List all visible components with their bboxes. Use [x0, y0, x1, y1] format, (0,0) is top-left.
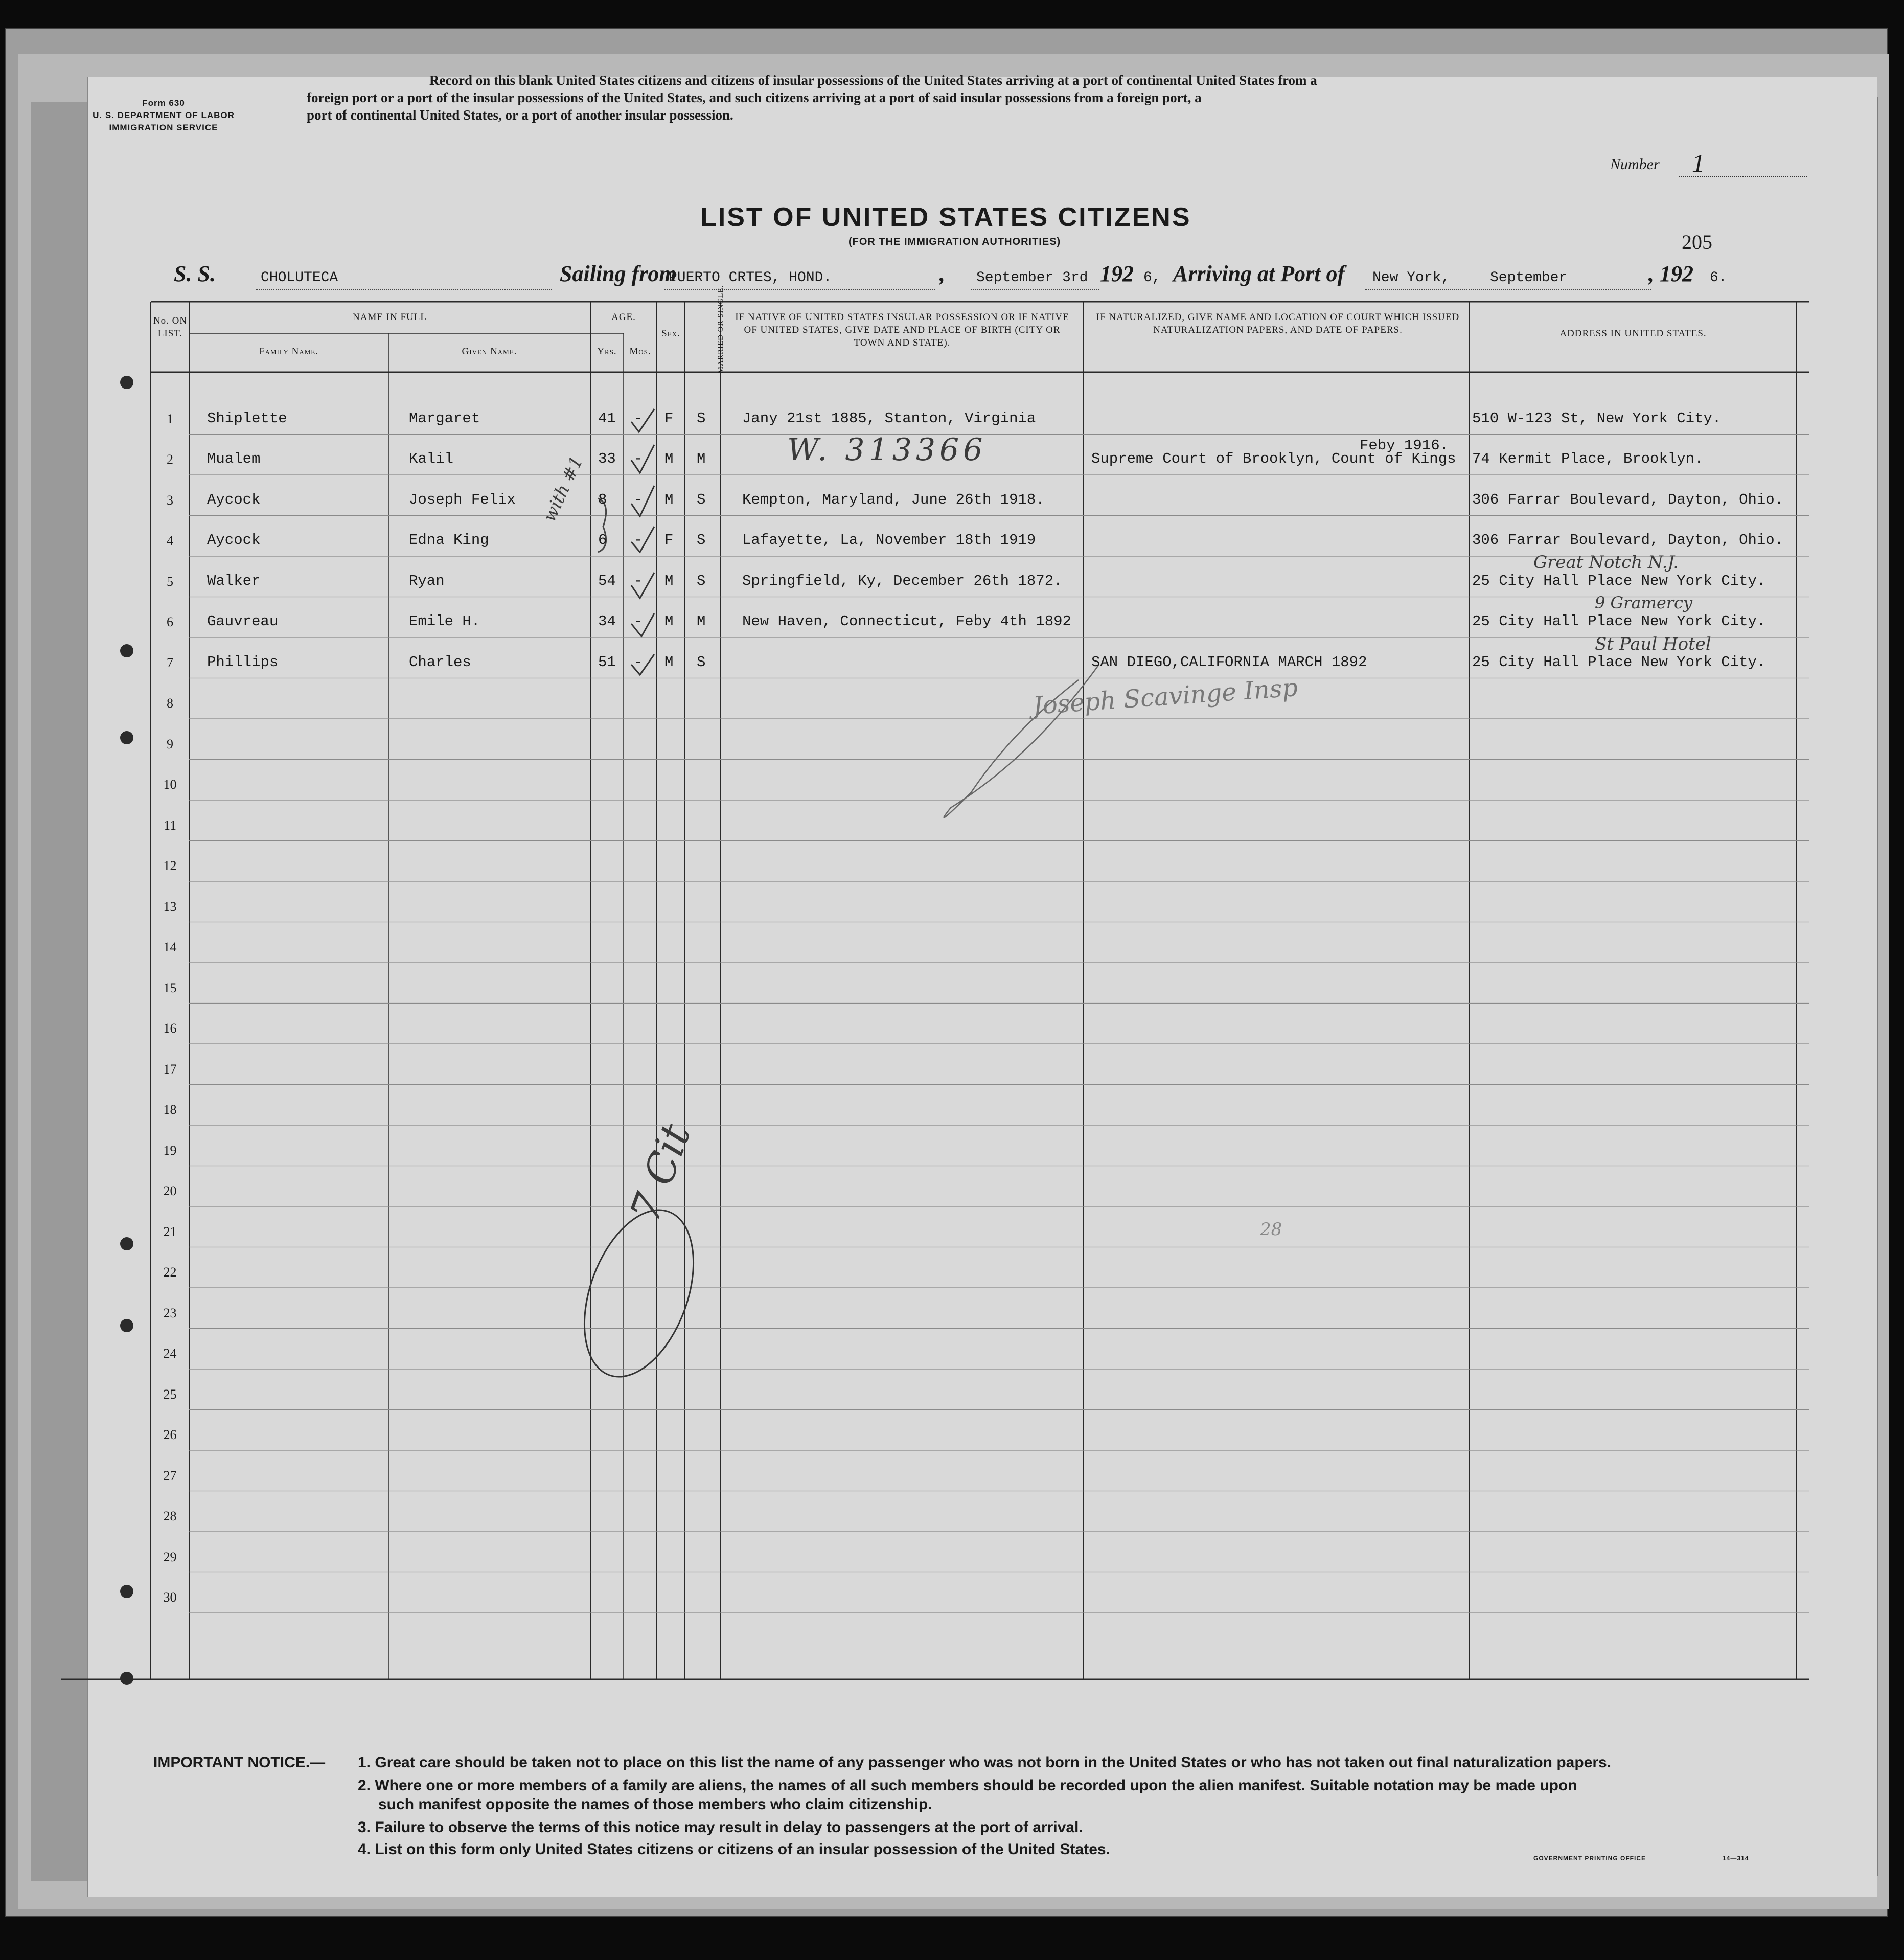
- given-name-cell: Kalil: [409, 450, 454, 467]
- birth-place-cell: Kempton, Maryland, June 26th 1918.: [742, 491, 1045, 508]
- row-number: 30: [163, 1590, 177, 1605]
- header-birth: IF NATIVE OF UNITED STATES INSULAR POSSESSION OR IF NATIVE OF UNITED STATES, GIVE DATE AND PLACE OF BIRTH (CITY OR TOWN AND STATE).: [735, 312, 1069, 348]
- row-number: 27: [163, 1468, 177, 1483]
- row-number: 25: [163, 1386, 177, 1402]
- year-prefix-2: , 192: [1648, 261, 1693, 286]
- binder-hole: [120, 1237, 133, 1250]
- family-name-cell: Gauvreau: [207, 613, 279, 630]
- ss-label: S. S.: [174, 261, 216, 286]
- given-name-cell: Emile H.: [409, 613, 480, 630]
- year-prefix-1: 192: [1100, 261, 1134, 286]
- header-given-name: Given Name.: [462, 346, 517, 357]
- address-cell: 25 City Hall Place New York City.: [1472, 613, 1766, 630]
- instruction-line-3: port of continental United States, or a port of another insular possession.: [307, 107, 733, 123]
- handwritten-circle-note: 7 Cit: [621, 1118, 700, 1228]
- gpo-imprint: GOVERNMENT PRINTING OFFICE: [1533, 1855, 1646, 1862]
- address-cell: 306 Farrar Boulevard, Dayton, Ohio.: [1472, 491, 1784, 508]
- header-yrs: Yrs.: [597, 346, 617, 357]
- row-number: 19: [163, 1143, 177, 1158]
- binder-hole: [120, 1585, 133, 1598]
- marital-status-cell: M: [697, 613, 706, 630]
- header-family-name: Family Name.: [259, 346, 318, 357]
- handwritten-address-note-5: Great Notch N.J.: [1533, 552, 1679, 573]
- year-suffix-2: 6.: [1710, 270, 1727, 286]
- row-number: 5: [167, 574, 173, 589]
- notice-item-3: 3. Failure to observe the terms of this notice may result in delay to passengers at the port of arrival.: [358, 1819, 1083, 1836]
- service-name: IMMIGRATION SERVICE: [109, 123, 218, 132]
- notice-lead: IMPORTANT NOTICE.—: [153, 1754, 326, 1771]
- row-number: 24: [163, 1346, 177, 1361]
- arriving-label: Arriving at Port of: [1173, 261, 1345, 286]
- row-number: 15: [163, 980, 177, 995]
- birth-place-cell: Lafayette, La, November 18th 1919: [742, 532, 1036, 549]
- row-number: 20: [163, 1183, 177, 1198]
- comma-1: ,: [939, 261, 945, 286]
- page-subtitle: (FOR THE IMMIGRATION AUTHORITIES): [848, 236, 1061, 247]
- header-married-or-single: MARRIED OR SINGLE.: [717, 285, 725, 374]
- passenger-table: [61, 220, 1809, 1789]
- notice-item-4: 4. List on this form only United States citizens or citizens of an insular possession of the United States.: [358, 1841, 1110, 1858]
- notice-item-2-cont: such manifest opposite the names of those members who claim citizenship.: [378, 1796, 932, 1813]
- gpo-code: 14—314: [1723, 1855, 1749, 1862]
- signature-flourish: [944, 665, 1099, 817]
- age-months-cell: -: [634, 491, 643, 508]
- sex-cell: M: [664, 653, 674, 671]
- number-underline: [1679, 176, 1807, 177]
- address-cell: 25 City Hall Place New York City.: [1472, 653, 1766, 671]
- handwritten-address-note-6: 9 Gramercy: [1595, 593, 1693, 612]
- given-name-cell: Charles: [409, 653, 471, 671]
- number-value: 1: [1692, 149, 1705, 177]
- family-name-cell: Aycock: [207, 532, 261, 549]
- row-number: 17: [163, 1061, 177, 1077]
- number-label: Number: [1610, 156, 1660, 173]
- row-number: 26: [163, 1427, 177, 1442]
- binder-hole: [120, 376, 133, 389]
- age-months-cell: -: [634, 532, 643, 549]
- handwritten-address-note-7: St Paul Hotel: [1595, 634, 1711, 654]
- circle-mark: [564, 1195, 715, 1392]
- family-name-cell: Phillips: [207, 653, 279, 671]
- arrival-month: September: [1490, 270, 1568, 286]
- naturalization-cell: Supreme Court of Brooklyn, Count of Kings: [1091, 450, 1456, 467]
- ship-name: CHOLUTECA: [261, 270, 338, 286]
- row-number: 13: [163, 899, 177, 914]
- marital-status-cell: S: [697, 532, 706, 549]
- binder-hole: [120, 644, 133, 657]
- header-age: AGE.: [611, 312, 636, 323]
- form-number: Form 630: [142, 98, 185, 108]
- sailing-from-label: Sailing from: [560, 261, 677, 286]
- notice-item-2: 2. Where one or more members of a family are aliens, the names of all such members should be recorded upon the alien manifest. Suitable notation may be made upon: [358, 1777, 1577, 1794]
- instruction-text: [307, 72, 1472, 124]
- instruction-line-1: Record on this blank United States citizens and citizens of insular possessions of the United States arriving at a port of continental United States from a: [429, 73, 1317, 88]
- row-number: 10: [163, 777, 177, 792]
- marital-status-cell: M: [697, 450, 706, 467]
- nat-date-row-2: Feby 1916.: [1360, 437, 1449, 454]
- row-number: 2: [167, 452, 173, 467]
- row-number: 28: [163, 1509, 177, 1523]
- sex-cell: M: [664, 613, 674, 630]
- address-cell: 306 Farrar Boulevard, Dayton, Ohio.: [1472, 532, 1784, 549]
- address-cell: 510 W-123 St, New York City.: [1472, 409, 1722, 427]
- instruction-line-2: foreign port or a port of the insular possessions of the United States, and such citizens arriving at a port of said insular possessions from a foreign port, a: [307, 90, 1202, 105]
- sex-cell: M: [664, 572, 674, 589]
- header-name-in-full: NAME IN FULL: [353, 312, 427, 323]
- page-title: LIST OF UNITED STATES CITIZENS: [700, 202, 1191, 232]
- header-sex: Sex.: [661, 328, 680, 339]
- header-address: ADDRESS IN UNITED STATES.: [1559, 328, 1707, 339]
- row-number: 18: [163, 1102, 177, 1117]
- row-number: 8: [167, 696, 173, 711]
- row-number: 3: [167, 492, 173, 508]
- age-years-cell: 51: [598, 653, 616, 671]
- marital-status-cell: S: [697, 572, 706, 589]
- age-months-cell: -: [634, 613, 643, 630]
- handwritten-signature: Joseph Scavinge Insp: [1031, 673, 1299, 721]
- row-number: 23: [163, 1305, 177, 1320]
- birth-place-cell: New Haven, Connecticut, Feby 4th 1892: [742, 613, 1071, 630]
- row-number: 6: [167, 614, 173, 629]
- row-number: 16: [163, 1021, 177, 1036]
- sex-cell: M: [664, 491, 674, 508]
- age-years-cell: 34: [598, 613, 616, 630]
- departure-port: PUERTO CRTES, HOND.: [669, 270, 832, 286]
- sex-cell: F: [664, 532, 674, 549]
- row-number: 9: [167, 736, 173, 751]
- notice-item-1: 1. Great care should be taken not to place on this list the name of any passenger who was not born in the United States or who has not taken out final naturalization papers.: [358, 1754, 1612, 1771]
- age-years-cell: 8: [598, 491, 607, 508]
- given-name-cell: Edna King: [409, 532, 489, 549]
- row-number: 21: [163, 1224, 177, 1239]
- marital-status-cell: S: [697, 409, 706, 427]
- family-name-cell: Walker: [207, 572, 261, 589]
- row-number: 7: [167, 655, 173, 670]
- page-number: 205: [1682, 231, 1712, 254]
- header-no-on-list: No. ON LIST.: [153, 315, 188, 339]
- age-months-cell: -: [634, 409, 643, 427]
- age-months-cell: -: [634, 653, 643, 671]
- binder-hole: [120, 731, 133, 744]
- sex-cell: F: [664, 409, 674, 427]
- binder-hole: [120, 1672, 133, 1685]
- sex-cell: M: [664, 450, 674, 467]
- stray-mark: 28: [1260, 1219, 1282, 1240]
- age-months-cell: -: [634, 572, 643, 589]
- binder-hole: [120, 1319, 133, 1332]
- form-identifier: [56, 97, 271, 134]
- arrival-port: New York,: [1372, 270, 1450, 286]
- department-name: U. S. DEPARTMENT OF LABOR: [93, 110, 235, 120]
- row-number: 14: [163, 940, 177, 954]
- marital-status-cell: S: [697, 491, 706, 508]
- row-number: 29: [163, 1549, 177, 1564]
- header-mos: Mos.: [629, 346, 651, 357]
- family-name-cell: Aycock: [207, 491, 261, 508]
- departure-date: September 3rd: [976, 270, 1088, 286]
- given-name-cell: Margaret: [409, 409, 480, 427]
- address-cell: 25 City Hall Place New York City.: [1472, 572, 1766, 589]
- row-number: 22: [163, 1265, 177, 1280]
- address-cell: 74 Kermit Place, Brooklyn.: [1472, 450, 1704, 467]
- year-suffix-1: 6,: [1143, 270, 1161, 286]
- age-months-cell: -: [634, 450, 643, 467]
- birth-place-cell: Jany 21st 1885, Stanton, Virginia: [742, 409, 1036, 427]
- given-name-cell: Ryan: [409, 572, 445, 589]
- age-years-cell: 54: [598, 572, 616, 589]
- birth-place-cell: Springfield, Ky, December 26th 1872.: [742, 572, 1063, 589]
- naturalization-cell: SAN DIEGO,CALIFORNIA MARCH 1892: [1091, 653, 1367, 671]
- handwritten-cert-number: W. 313366: [787, 432, 987, 468]
- header-naturalized: IF NATURALIZED, GIVE NAME AND LOCATION OF COURT WHICH ISSUED NATURALIZATION PAPERS, AND DATE OF PAPERS.: [1096, 312, 1460, 335]
- row-number: 4: [167, 533, 173, 548]
- family-name-cell: Shiplette: [207, 409, 287, 427]
- age-years-cell: 6: [598, 532, 607, 549]
- age-years-cell: 41: [598, 409, 616, 427]
- marital-status-cell: S: [697, 653, 706, 671]
- age-years-cell: 33: [598, 450, 616, 467]
- given-name-cell: Joseph Felix: [409, 491, 516, 508]
- row-number: 12: [163, 858, 177, 873]
- handwritten-with-note: with #1: [539, 453, 587, 525]
- family-name-cell: Mualem: [207, 450, 261, 467]
- row-number: 1: [167, 411, 173, 426]
- row-number: 11: [163, 817, 177, 833]
